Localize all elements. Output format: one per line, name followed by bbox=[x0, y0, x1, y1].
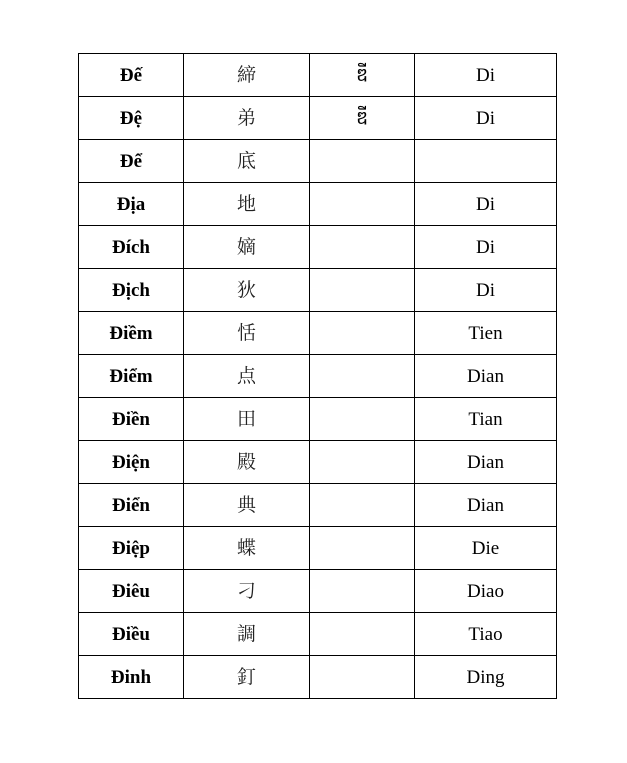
chinese-character-cell: 締 bbox=[184, 54, 310, 97]
chinese-character-cell: 地 bbox=[184, 183, 310, 226]
chinese-character-cell: 釘 bbox=[184, 656, 310, 699]
khmer-cell bbox=[310, 398, 415, 441]
vietnamese-cell: Điệp bbox=[79, 527, 184, 570]
pinyin-cell: Diao bbox=[415, 570, 557, 613]
khmer-cell bbox=[310, 613, 415, 656]
vietnamese-cell: Điện bbox=[79, 441, 184, 484]
table-row bbox=[79, 441, 557, 484]
khmer-cell bbox=[310, 656, 415, 699]
pinyin-cell: Di bbox=[415, 269, 557, 312]
vietnamese-cell: Đinh bbox=[79, 656, 184, 699]
vietnamese-cell: Đích bbox=[79, 226, 184, 269]
table-row bbox=[79, 54, 557, 97]
khmer-cell bbox=[310, 355, 415, 398]
table-row bbox=[79, 183, 557, 226]
pinyin-cell: Tien bbox=[415, 312, 557, 355]
table-row bbox=[79, 355, 557, 398]
vietnamese-cell: Điền bbox=[79, 398, 184, 441]
table-row bbox=[79, 97, 557, 140]
pinyin-cell: Di bbox=[415, 54, 557, 97]
khmer-cell: ឌី bbox=[310, 54, 415, 97]
chinese-character-cell: 殿 bbox=[184, 441, 310, 484]
vietnamese-cell: Điểm bbox=[79, 355, 184, 398]
table-row bbox=[79, 613, 557, 656]
table-row bbox=[79, 398, 557, 441]
chinese-character-cell: 嫡 bbox=[184, 226, 310, 269]
vietnamese-cell: Đệ bbox=[79, 97, 184, 140]
khmer-cell bbox=[310, 140, 415, 183]
pinyin-cell: Die bbox=[415, 527, 557, 570]
khmer-cell bbox=[310, 527, 415, 570]
vietnamese-cell: Địch bbox=[79, 269, 184, 312]
chinese-character-cell: 田 bbox=[184, 398, 310, 441]
vietnamese-cell: Đế bbox=[79, 54, 184, 97]
table-row bbox=[79, 269, 557, 312]
khmer-cell: ឌី bbox=[310, 97, 415, 140]
chinese-character-cell: 調 bbox=[184, 613, 310, 656]
table-row bbox=[79, 226, 557, 269]
vocabulary-table bbox=[78, 53, 557, 699]
chinese-character-cell: 典 bbox=[184, 484, 310, 527]
pinyin-cell: Ding bbox=[415, 656, 557, 699]
pinyin-cell: Di bbox=[415, 97, 557, 140]
chinese-character-cell: 蝶 bbox=[184, 527, 310, 570]
table-row bbox=[79, 656, 557, 699]
chinese-character-cell: 狄 bbox=[184, 269, 310, 312]
vietnamese-cell: Để bbox=[79, 140, 184, 183]
pinyin-cell: Dian bbox=[415, 441, 557, 484]
pinyin-cell: Tiao bbox=[415, 613, 557, 656]
khmer-cell bbox=[310, 269, 415, 312]
pinyin-cell bbox=[415, 140, 557, 183]
pinyin-cell: Tian bbox=[415, 398, 557, 441]
chinese-character-cell: 恬 bbox=[184, 312, 310, 355]
khmer-cell bbox=[310, 484, 415, 527]
vietnamese-cell: Địa bbox=[79, 183, 184, 226]
chinese-character-cell: 点 bbox=[184, 355, 310, 398]
khmer-cell bbox=[310, 570, 415, 613]
vietnamese-cell: Điều bbox=[79, 613, 184, 656]
khmer-cell bbox=[310, 441, 415, 484]
chinese-character-cell: 弟 bbox=[184, 97, 310, 140]
khmer-cell bbox=[310, 226, 415, 269]
table-row bbox=[79, 484, 557, 527]
pinyin-cell: Di bbox=[415, 226, 557, 269]
table-row bbox=[79, 570, 557, 613]
khmer-cell bbox=[310, 183, 415, 226]
table-row bbox=[79, 140, 557, 183]
pinyin-cell: Dian bbox=[415, 355, 557, 398]
khmer-cell bbox=[310, 312, 415, 355]
vietnamese-cell: Điềm bbox=[79, 312, 184, 355]
chinese-character-cell: 刁 bbox=[184, 570, 310, 613]
table-row bbox=[79, 312, 557, 355]
chinese-character-cell: 底 bbox=[184, 140, 310, 183]
vietnamese-cell: Điển bbox=[79, 484, 184, 527]
table-row bbox=[79, 527, 557, 570]
pinyin-cell: Di bbox=[415, 183, 557, 226]
vietnamese-cell: Điêu bbox=[79, 570, 184, 613]
pinyin-cell: Dian bbox=[415, 484, 557, 527]
